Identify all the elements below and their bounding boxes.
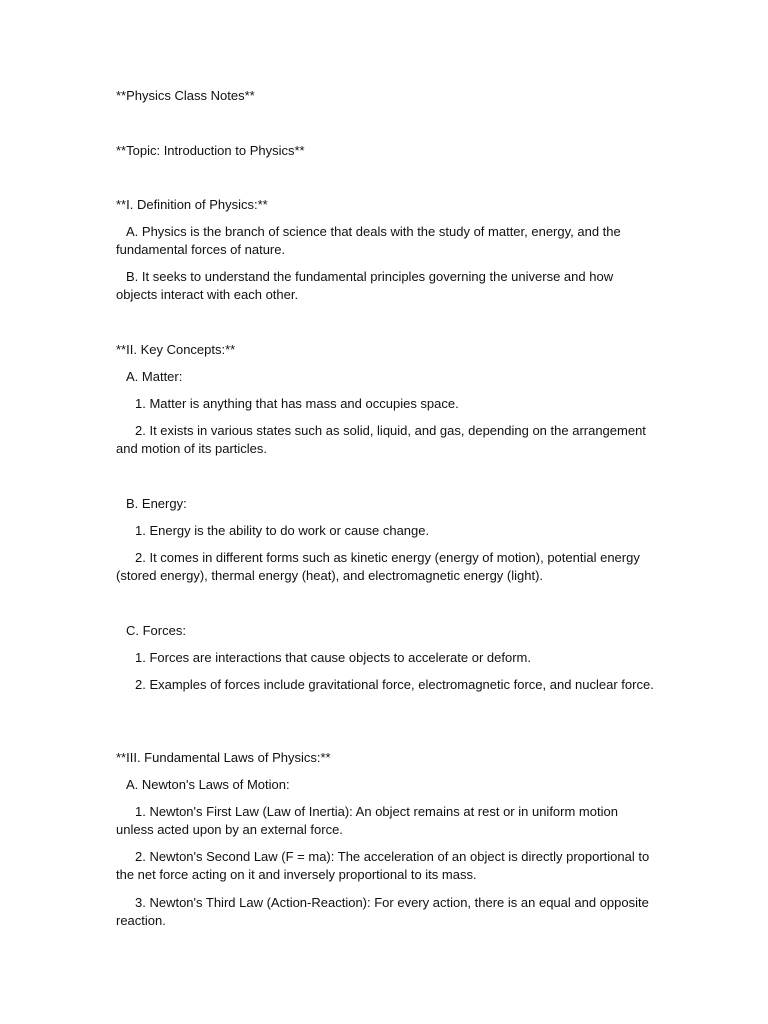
- topic-line: **Topic: Introduction to Physics**: [116, 143, 305, 158]
- section-1-item-b: B. It seeks to understand the fundamental principles governing the universe and how objects interact with each other.: [116, 269, 614, 302]
- section-2-heading: **II. Key Concepts:**: [116, 342, 236, 357]
- section-1-item-a: A. Physics is the branch of science that deals with the study of matter, energy, and the fundamental forces of nature.: [116, 224, 621, 257]
- energy-point-2: 2. It comes in different forms such as kinetic energy (energy of motion), potential energy (stored energy), thermal energy (heat), and electromagnetic energy (light).: [116, 550, 640, 583]
- matter-point-1: 1. Matter is anything that has mass and occupies space.: [135, 396, 459, 411]
- forces-point-1: 1. Forces are interactions that cause objects to accelerate or deform.: [135, 650, 531, 665]
- newton-law-3: 3. Newton's Third Law (Action-Reaction): For every action, there is an equal and opposite reaction.: [116, 895, 649, 928]
- forces-point-2: 2. Examples of forces include gravitational force, electromagnetic force, and nuclear force.: [135, 677, 654, 692]
- newton-label: A. Newton's Laws of Motion:: [126, 777, 290, 792]
- matter-label: A. Matter:: [126, 369, 183, 384]
- document-title: **Physics Class Notes**: [116, 88, 255, 103]
- energy-point-1: 1. Energy is the ability to do work or cause change.: [135, 523, 430, 538]
- section-3-heading: **III. Fundamental Laws of Physics:**: [116, 750, 331, 765]
- newton-law-1: 1. Newton's First Law (Law of Inertia): An object remains at rest or in uniform motion unless acted upon by an external force.: [116, 804, 618, 837]
- section-1-heading: **I. Definition of Physics:**: [116, 197, 268, 212]
- forces-label: C. Forces:: [126, 623, 186, 638]
- matter-point-2: 2. It exists in various states such as solid, liquid, and gas, depending on the arrangement and motion of its particles.: [116, 423, 646, 456]
- energy-label: B. Energy:: [126, 496, 187, 511]
- newton-law-2: 2. Newton's Second Law (F = ma): The acceleration of an object is directly proportional to the net force acting on it and inversely proportional to its mass.: [116, 849, 650, 882]
